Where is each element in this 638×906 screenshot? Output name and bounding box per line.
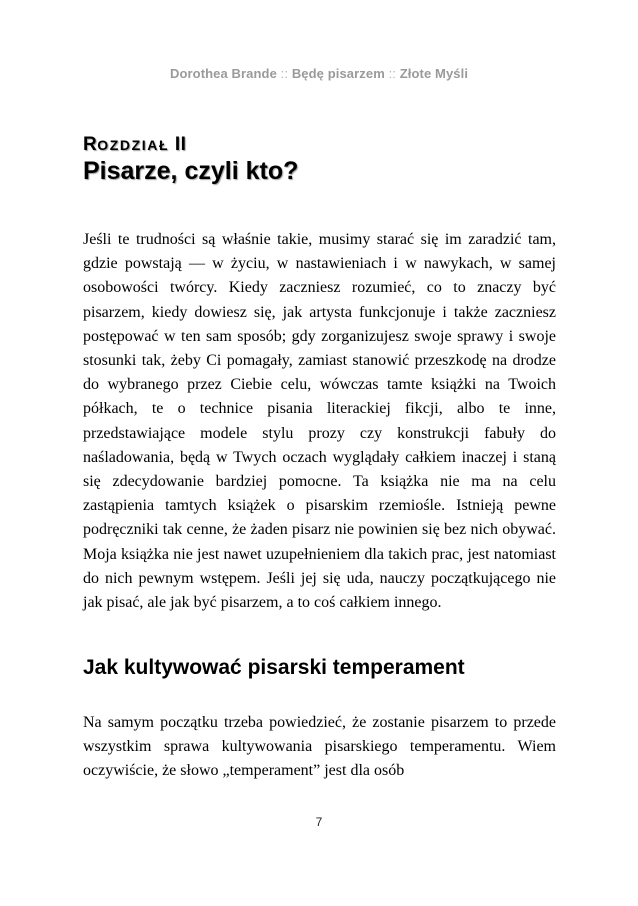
header-author: Dorothea Brande — [169, 66, 277, 81]
page-number: 7 — [315, 815, 323, 829]
chapter-number: II — [174, 134, 187, 155]
body-paragraph: Jeśli te trudności są właśnie takie, musimy starać się im zaradzić tam, gdzie powstają — w życiu, w nastawieniach i w nawykach, w samej osobowości twórcy. Kiedy zaczniesz rozumieć, co to znaczy być pisarzem, kiedy dowiesz się, jak artysta funkcjonuje i także zaczniesz postępować w ten sam sposób; gdy zorganizujesz swoje sprawy i swoje stosunki tak, żeby Ci pomagały, zamiast stanowić przeszkodę na drodze do wybranego przez Ciebie celu, wówczas tamte książki na Twoich półkach, te o technice pisania literackiej fikcji, albo te inne, przedstawiające modele stylu prozy czy konstrukcji fabuły do naśladowania, będą w Twych oczach wyglądały całkiem inaczej i staną się zdecydowanie bardziej pomocne. Ta książka nie ma na celu zastąpienia tamtych książek o pisarskim rzemiośle. Istnieją pewne podręczniki tak cenne, że żaden pisarz nie powinien się bez nich obywać. Moja książka nie jest nawet uzupełnieniem dla takich prac, jest natomiast do nich pewnym wstępem. Jeśli jej się uda, nauczy początkującego nie jak pisać, ale jak być pisarzem, a to coś całkiem innego. — [83, 231, 556, 612]
chapter-label — [83, 134, 186, 156]
header-series: Złote Myśli — [399, 66, 469, 81]
chapter-title: Pisarze, czyli kto? — [83, 157, 299, 185]
body-paragraph: Na samym początku trzeba powiedzieć, że zostanie pisarzem to przede wszystkim sprawa kultywowania pisarskiego temperamentu. Wiem oczywiście, że słowo „temperament” jest dla osób — [83, 714, 556, 780]
chapter-label-rest: OZDZIAŁ — [97, 137, 170, 153]
header-book-title: Będę pisarzem — [291, 66, 385, 81]
section-heading: Jak kultywować pisarski temperament — [83, 656, 465, 679]
header-separator-1: :: — [280, 66, 289, 81]
running-header — [0, 66, 638, 81]
chapter-label-initial: R — [83, 134, 98, 155]
header-separator-2: :: — [388, 66, 397, 81]
